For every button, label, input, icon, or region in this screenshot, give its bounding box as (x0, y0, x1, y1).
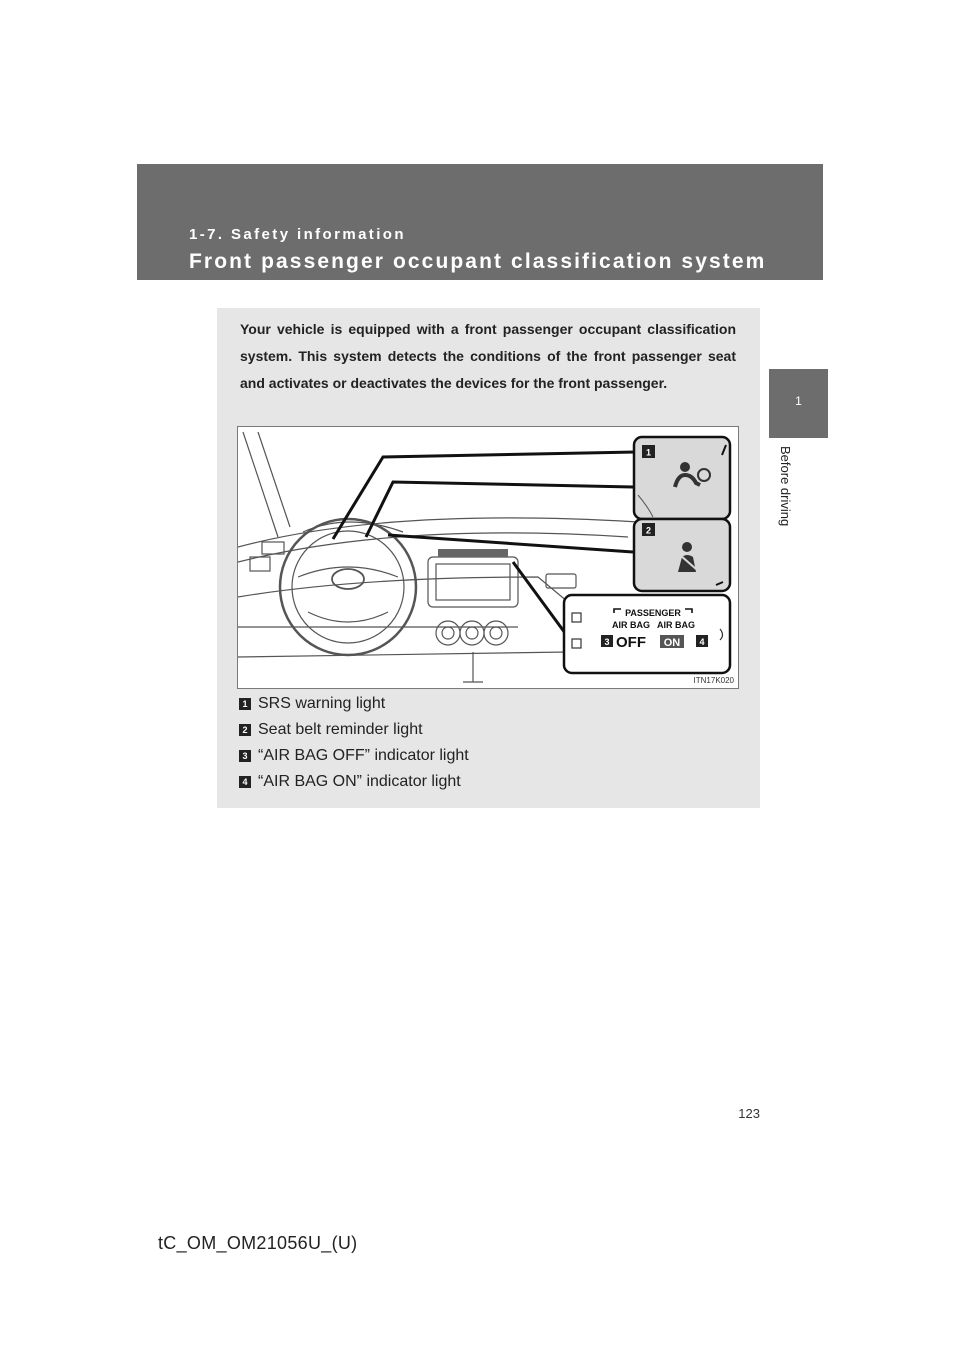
airbag-on-label: AIR BAG (657, 620, 695, 630)
page-title: Front passenger occupant classification system (189, 250, 767, 273)
callout-3-label: 3 (604, 637, 610, 647)
chapter-number: 1 (795, 394, 802, 408)
on-indicator: ON (663, 637, 681, 649)
legend-list (239, 691, 719, 795)
airbag-off-label: AIR BAG (612, 620, 650, 630)
page-number: 123 (738, 1106, 760, 1121)
legend-badge: 4 (239, 776, 251, 788)
off-indicator: OFF (616, 634, 646, 651)
legend-item (239, 743, 719, 769)
legend-text: SRS warning light (258, 695, 386, 712)
header-band (137, 164, 823, 280)
chapter-label-text: Before driving (778, 446, 793, 527)
dashboard-illustration (237, 426, 739, 689)
legend-badge: 3 (239, 750, 251, 762)
callout-1-label: 1 (645, 447, 652, 458)
legend-text: Seat belt reminder light (258, 721, 423, 738)
legend-badge: 2 (239, 724, 251, 736)
document-code: tC_OM_OM21056U_(U) (158, 1233, 358, 1253)
chapter-label (765, 446, 795, 541)
section-label: 1-7. Safety information (189, 226, 406, 243)
passenger-label: PASSENGER (625, 608, 681, 618)
info-box (217, 308, 760, 808)
legend-item (239, 717, 719, 743)
dashboard-drawing (238, 427, 738, 688)
callout-2-label: 2 (645, 525, 652, 536)
legend-item (239, 769, 719, 795)
intro-paragraph: Your vehicle is equipped with a front passenger occupant classification system. This system detects the conditions of the front passenger seat and activates or deactivates the devices for the front passenger. (240, 321, 736, 391)
chapter-tab[interactable] (769, 369, 828, 438)
callout-4-label: 4 (699, 637, 705, 647)
legend-badge: 1 (239, 698, 251, 710)
figure-id: ITN17K020 (693, 676, 734, 685)
legend-text: “AIR BAG OFF” indicator light (258, 747, 469, 764)
legend-item (239, 691, 719, 717)
legend-text: “AIR BAG ON” indicator light (258, 773, 461, 790)
